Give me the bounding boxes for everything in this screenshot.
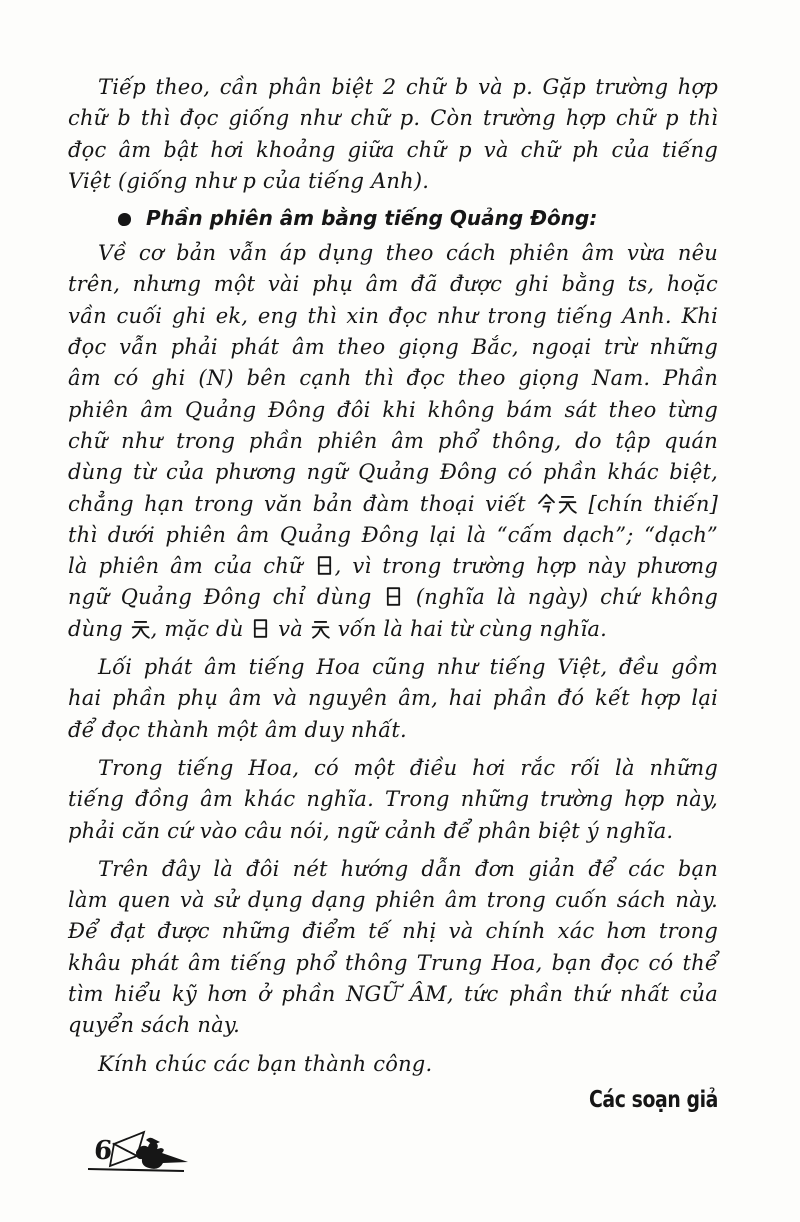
text-line: Để đạt được những điểm tế nhị và chính xác hơn trong xyxy=(68,919,718,944)
text-line: khâu phát âm tiếng phổ thông Trung Hoa, bạn đọc có thể xyxy=(68,950,718,975)
paragraph xyxy=(68,854,718,1042)
page-number: 6 xyxy=(92,1136,114,1166)
text-line: tìm hiểu kỹ hơn ở phần NGỮ ÂM, tức phần thứ nhất của xyxy=(68,982,718,1007)
text-line: Việt (giống như p của tiếng Anh). xyxy=(68,168,430,193)
paragraph xyxy=(68,238,718,645)
paragraph xyxy=(68,72,718,197)
paragraph xyxy=(68,1049,718,1080)
text-line: hai phần phụ âm và nguyên âm, hai phần đó kết hợp lại xyxy=(68,686,718,711)
text-line: trên, nhưng một vài phụ âm đã được ghi bằng ts, hoặc xyxy=(68,272,718,297)
cjk-character xyxy=(130,617,151,638)
text-line: phiên âm Quảng Đông đôi khi không bám sát theo từng xyxy=(68,397,718,422)
text-line: thì dưới phiên âm Quảng Đông lại là “cấm dạch”; “dạch” xyxy=(68,522,718,547)
text-line: phải căn cứ vào câu nói, ngữ cảnh để phân biệt ý nghĩa. xyxy=(68,818,674,843)
text-line: dùng từ của phương ngữ Quảng Đông có phần khác biệt, xyxy=(68,460,718,485)
text-line: Trong tiếng Hoa, có một điều hơi rắc rối là những xyxy=(98,755,718,780)
text-line: chữ như trong phần phiên âm phổ thông, do tập quán xyxy=(68,428,718,453)
cjk-character xyxy=(536,492,557,513)
text-line: ngữ Quảng Đông chỉ dùng (nghĩa là ngày) chứ không xyxy=(68,585,718,610)
text-line: chữ b thì đọc giống như chữ p. Còn trường hợp chữ p thì xyxy=(68,106,718,131)
text-line: âm có ghi (N) bên cạnh thì đọc theo giọng Nam. Phần xyxy=(68,366,718,391)
text-line: Tiếp theo, cần phân biệt 2 chữ b và p. Gặp trường hợp xyxy=(98,75,718,99)
text-line: đọc vẫn phải phát âm theo giọng Bắc, ngoại trừ những xyxy=(68,335,718,360)
text-line: dùng , mặc dù và vốn là hai từ cùng nghĩa. xyxy=(68,616,607,641)
section-heading-label: Phần phiên âm bằng tiếng Quảng Đông: xyxy=(146,206,598,231)
text-line: làm quen và sử dụng dạng phiên âm trong cuốn sách này. xyxy=(68,888,718,913)
text-line: Trên đây là đôi nét hướng dẫn đơn giản để các bạn xyxy=(98,856,718,881)
cjk-character xyxy=(383,585,404,606)
paragraph xyxy=(68,753,718,847)
text-line: Kính chúc các bạn thành công. xyxy=(98,1051,433,1076)
text-line: chẳng hạn trong văn bản đàm thoại viết [chín thiến] xyxy=(68,491,718,516)
page-footer xyxy=(84,1126,214,1182)
text-column xyxy=(68,72,718,1113)
text-line: đọc âm bật hơi khoảng giữa chữ p và chữ ph của tiếng xyxy=(68,137,718,162)
text-line: Về cơ bản vẫn áp dụng theo cách phiên âm vừa nêu xyxy=(98,241,718,266)
cjk-character xyxy=(557,492,578,513)
text-line: quyển sách này. xyxy=(68,1013,241,1038)
section-heading xyxy=(68,204,718,232)
text-line: tiếng đồng âm khác nghĩa. Trong những trường hợp này, xyxy=(68,787,718,812)
cjk-character xyxy=(310,617,331,638)
cjk-character xyxy=(250,617,271,638)
text-line: để đọc thành một âm duy nhất. xyxy=(68,717,407,742)
authors-signature: Các soạn giả xyxy=(589,1086,718,1113)
bullet-dot-icon xyxy=(118,213,131,226)
text-line: Lối phát âm tiếng Hoa cũng như tiếng Việt, đều gồm xyxy=(98,655,718,680)
text-line: là phiên âm của chữ , vì trong trường hợp này phương xyxy=(68,554,718,579)
paragraph xyxy=(68,652,718,746)
text-line: vần cuối ghi ek, eng thì xin đọc như trong tiếng Anh. Khi xyxy=(68,303,718,328)
cjk-character xyxy=(314,554,335,575)
